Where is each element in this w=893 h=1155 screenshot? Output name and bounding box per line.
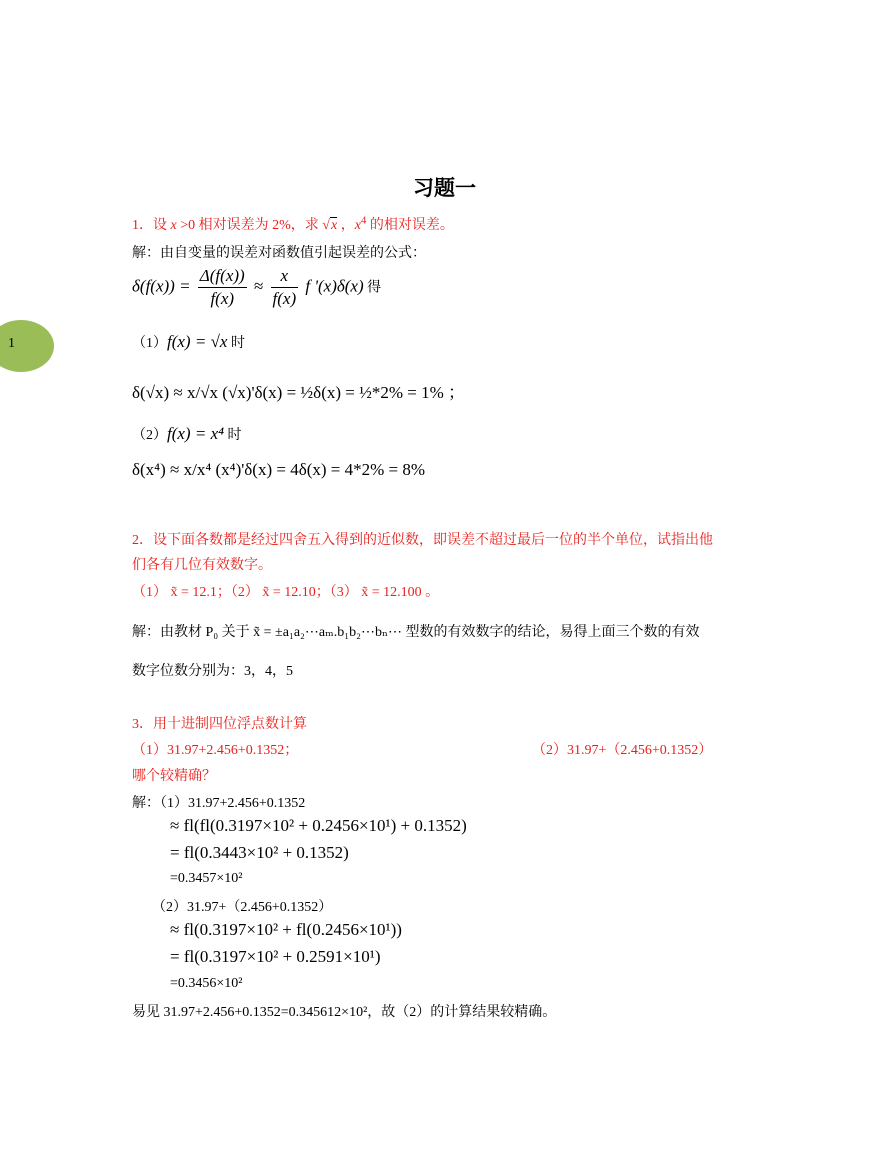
problem-3-step-2-line-2: = fl(0.3197×10² + 0.2591×10¹): [170, 947, 381, 966]
problem-3-item-2: （2）31.97+（2.456+0.1352）: [532, 743, 713, 758]
problem-1-case-2: （2）f(x) = x⁴ 时: [132, 424, 242, 443]
problem-3-step-2-result: =0.3456×10²: [170, 976, 243, 991]
problem-3-step-1-line-1: ≈ fl(fl(0.3197×10² + 0.2456×10¹) + 0.1352): [170, 816, 467, 835]
problem-2-solution-line-2: 数字位数分别为：3，4，5: [132, 664, 293, 679]
problem-2-question-line-1: 2．设下面各数都是经过四舍五入得到的近似数，即误差不超过最后一位的半个单位，试指出他: [132, 533, 713, 548]
problem-3-step-2-line-1: ≈ fl(0.3197×10² + fl(0.2456×10¹)): [170, 920, 402, 939]
page-title: 习题一: [413, 176, 476, 200]
problem-3-step-1-result: =0.3457×10²: [170, 871, 243, 886]
problem-2-solution-line-1: 解：由教材 P₀ 关于 x̃ = ±a₁a₂⋯aₘ.b₁b₂⋯bₙ⋯ 型数的有效数字的结论，易得上面三个数的有效: [132, 625, 700, 640]
problem-1-case-1-formula: δ(√x) ≈ x/√x (√x)'δ(x) = ½δ(x) = ½*2% = 1% ；: [132, 383, 466, 402]
problem-3-step-1-line-2: = fl(0.3443×10² + 0.1352): [170, 843, 349, 862]
problem-1-case-2-formula: δ(x⁴) ≈ x/x⁴ (x⁴)'δ(x) = 4δ(x) = 4*2% = 8%: [132, 460, 426, 479]
problem-3-item-1: （1）31.97+2.456+0.1352；: [132, 743, 299, 758]
problem-1-case-1: （1）f(x) = √x 时: [132, 332, 245, 351]
problem-3-question-line-1: 3．用十进制四位浮点数计算: [132, 717, 307, 732]
problem-1-solution-intro: 解：由自变量的误差对函数值引起误差的公式：: [132, 246, 426, 261]
problem-3-question-line-3: 哪个较精确？: [132, 769, 216, 784]
problem-3-conclusion: 易见 31.97+2.456+0.1352=0.345612×10²，故（2）的计算结果较精确。: [132, 1005, 557, 1020]
page-number-badge: [0, 320, 54, 372]
page-number: 1: [8, 336, 15, 351]
problem-3-part-2-head: （2）31.97+（2.456+0.1352）: [152, 900, 333, 915]
problem-2-question-line-2: 们各有几位有效数字。: [132, 558, 272, 573]
problem-1-error-formula: δ(f(x)) = $\frac{\Delta(f(x))}{f(x)}$ ≈ $\frac{x}{f(x)}$ f '(x)δ(x) 得: [132, 266, 382, 308]
problem-3-solution-head: 解：（1）31.97+2.456+0.1352: [132, 796, 306, 811]
problem-2-question-line-3: （1） x̃ = 12.1；（2） x̃ = 12.10；（3） x̃ = 12.100 。: [132, 585, 440, 600]
problem-1-question: 1．设 x >0 相对误差为 2%，求 √x ，$x^4$ 的相对误差。: [132, 214, 454, 233]
